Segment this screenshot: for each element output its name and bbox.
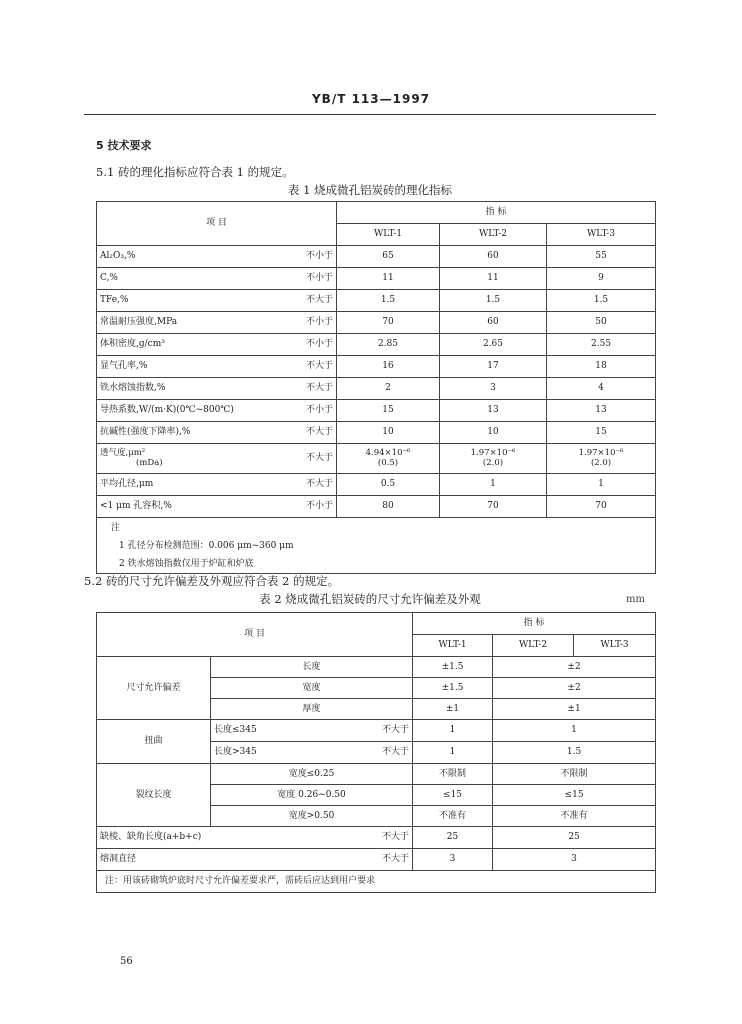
row-value: 11 <box>337 268 440 290</box>
row-limit: 不大于 <box>344 742 413 764</box>
table1 <box>96 201 656 574</box>
table1-head-index: 指 标 <box>337 202 656 224</box>
row-name: 铁水熔蚀指数,% <box>97 378 275 400</box>
table1-caption: 表 1 烧成微孔铝炭砖的理化指标 <box>287 183 453 197</box>
row-name: 抗碱性(强度下降率),% <box>97 422 275 444</box>
row-value: 15 <box>337 400 440 422</box>
row-name: Al₂O₃,% <box>97 246 275 268</box>
table1-grade: WLT-3 <box>547 224 656 246</box>
row-value: 1.5 <box>337 290 440 312</box>
row-value: 2.85 <box>337 334 440 356</box>
row-value: 4 <box>547 378 656 400</box>
row-value: 11 <box>440 268 547 290</box>
row-value-mda: (2.0) <box>482 457 504 468</box>
table2-grade: WLT-2 <box>493 635 574 657</box>
row-value: ±2 <box>493 678 656 699</box>
section-heading: 5 技术要求 <box>96 139 152 152</box>
row-value: 15 <box>547 422 656 444</box>
row-limit: 不大于 <box>344 849 413 871</box>
table1-row <box>97 474 656 496</box>
row-value: 1 <box>493 720 656 742</box>
row-value: 1.5 <box>440 290 547 312</box>
row-limit: 不小于 <box>275 268 337 290</box>
table1-head-item: 项 目 <box>97 202 337 246</box>
table1-row <box>97 312 656 334</box>
row-value: 不准有 <box>413 806 493 827</box>
row-value: 60 <box>440 246 547 268</box>
row-value: 3 <box>493 849 656 871</box>
row-value: 16 <box>337 356 440 378</box>
row-limit: 不大于 <box>344 827 413 849</box>
row-value: 1 <box>413 742 493 764</box>
table1-row <box>97 496 656 518</box>
row-value: 70 <box>547 496 656 518</box>
table2-row <box>97 827 656 849</box>
row-limit: 不大于 <box>275 378 337 400</box>
group-crack-length: 裂纹长度 <box>97 764 211 827</box>
table2-grade: WLT-1 <box>413 635 493 657</box>
row-name: 显气孔率,% <box>97 356 275 378</box>
table2-row <box>97 849 656 871</box>
row-name: 长度>345 <box>211 742 344 764</box>
row-value-mda: (2.0) <box>590 457 612 468</box>
row-value: 2.55 <box>547 334 656 356</box>
table2-head-item: 项 目 <box>97 613 413 657</box>
row-name: 宽度>0.50 <box>211 806 413 827</box>
row-name: 平均孔径,μm <box>97 474 275 496</box>
row-limit: 不小于 <box>275 312 337 334</box>
table2-head-index: 指 标 <box>413 613 656 635</box>
row-value: 不准有 <box>493 806 656 827</box>
group-warp: 扭曲 <box>97 720 211 764</box>
row-limit: 不大于 <box>275 474 337 496</box>
row-value: 70 <box>337 312 440 334</box>
table1-row <box>97 290 656 312</box>
table1-grade: WLT-1 <box>337 224 440 246</box>
row-value: 13 <box>547 400 656 422</box>
row-name: C,% <box>97 268 275 290</box>
row-name: 常温耐压强度,MPa <box>97 312 275 334</box>
row-value: 17 <box>440 356 547 378</box>
row-value: 1.5 <box>493 742 656 764</box>
row-name: 宽度 <box>211 678 413 699</box>
table1-row <box>97 334 656 356</box>
row-value-mda: (0.5) <box>377 457 399 468</box>
row-value: 3 <box>413 849 493 871</box>
row-value: 70 <box>440 496 547 518</box>
row-value: ±1 <box>493 699 656 720</box>
row-value: 1.97×10⁻⁶ <box>470 447 516 458</box>
paragraph-5-2: 5.2 砖的尺寸允许偏差及外观应符合表 2 的规定。 <box>84 574 340 588</box>
row-value: ≤15 <box>413 785 493 806</box>
paragraph-5-1: 5.1 砖的理化指标应符合表 1 的规定。 <box>96 165 294 179</box>
row-name: 导热系数,W/(m·K)(0℃~800℃) <box>97 400 275 422</box>
row-value: 1 <box>547 474 656 496</box>
table2-unit: mm <box>626 594 645 605</box>
row-value: 10 <box>337 422 440 444</box>
row-limit: 不大于 <box>275 444 337 474</box>
row-value: 60 <box>440 312 547 334</box>
row-name: 宽度 0.26~0.50 <box>211 785 413 806</box>
row-value: ±2 <box>493 657 656 678</box>
row-value: 2 <box>337 378 440 400</box>
row-value: 50 <box>547 312 656 334</box>
table2-note: 注：用该砖砌筑炉底时尺寸允许偏差要求严，需砖后应达到用户要求 <box>97 871 656 893</box>
header-rule <box>84 114 656 115</box>
row-value: 0.5 <box>337 474 440 496</box>
row-limit: 不大于 <box>275 422 337 444</box>
row-limit: 不大于 <box>344 720 413 742</box>
note-1: 1 孔径分布检测范围：0.006 μm~360 μm <box>119 540 294 551</box>
row-name: <1 μm 孔容积,% <box>97 496 275 518</box>
table2-row <box>97 720 656 742</box>
table2-caption: 表 2 烧成微孔铝炭砖的尺寸允许偏差及外观 <box>259 592 481 606</box>
row-limit: 不大于 <box>275 356 337 378</box>
row-value: 1 <box>413 720 493 742</box>
row-value: 18 <box>547 356 656 378</box>
group-size-tolerance: 尺寸允许偏差 <box>97 657 211 720</box>
table2-row <box>97 657 656 678</box>
row-value: 2.65 <box>440 334 547 356</box>
row-name: 厚度 <box>211 699 413 720</box>
page-number: 56 <box>120 956 133 967</box>
row-value: 3 <box>440 378 547 400</box>
table1-row <box>97 422 656 444</box>
table1-grade: WLT-2 <box>440 224 547 246</box>
row-value: 1.5 <box>547 290 656 312</box>
row-value: 25 <box>413 827 493 849</box>
row-limit: 不小于 <box>275 334 337 356</box>
row-value: 10 <box>440 422 547 444</box>
row-value: 13 <box>440 400 547 422</box>
row-name: 缺棱、缺角长度(a+b+c) <box>97 827 344 849</box>
row-name: 长度 <box>211 657 413 678</box>
table2-note-row <box>97 871 656 893</box>
table1-notes <box>97 518 656 574</box>
table1-row-permeability <box>97 444 656 474</box>
row-value: 65 <box>337 246 440 268</box>
table2 <box>96 612 656 893</box>
table1-row <box>97 246 656 268</box>
row-value: 9 <box>547 268 656 290</box>
row-name: 宽度≤0.25 <box>211 764 413 785</box>
table1-row <box>97 356 656 378</box>
row-name: 熔洞直径 <box>97 849 344 871</box>
row-value: ±1.5 <box>413 657 493 678</box>
row-value: 25 <box>493 827 656 849</box>
table1-row <box>97 378 656 400</box>
row-limit: 不小于 <box>275 496 337 518</box>
row-name: 透气度,μm² <box>100 447 146 458</box>
note-label: 注 <box>111 522 121 533</box>
row-limit: 不小于 <box>275 400 337 422</box>
row-value: 不限制 <box>493 764 656 785</box>
table1-row <box>97 400 656 422</box>
row-value: ≤15 <box>493 785 656 806</box>
row-limit: 不大于 <box>275 290 337 312</box>
row-value: 不限制 <box>413 764 493 785</box>
row-value: 1 <box>440 474 547 496</box>
row-value: ±1 <box>413 699 493 720</box>
row-value: 4.94×10⁻⁶ <box>365 447 411 458</box>
table2-row <box>97 764 656 785</box>
row-unit: (mDa) <box>136 457 163 468</box>
table2-grade: WLT-3 <box>574 635 656 657</box>
row-name: 长度≤345 <box>211 720 344 742</box>
row-value: 55 <box>547 246 656 268</box>
row-value: 80 <box>337 496 440 518</box>
row-limit: 不小于 <box>275 246 337 268</box>
standard-code: YB/T 113—1997 <box>311 92 431 106</box>
row-name: TFe,% <box>97 290 275 312</box>
note-2: 2 铁水熔蚀指数仅用于炉缸和炉底 <box>119 558 254 569</box>
row-value: 1.97×10⁻⁶ <box>578 447 624 458</box>
row-value: ±1.5 <box>413 678 493 699</box>
row-name: 体积密度,g/cm³ <box>97 334 275 356</box>
table1-row <box>97 268 656 290</box>
